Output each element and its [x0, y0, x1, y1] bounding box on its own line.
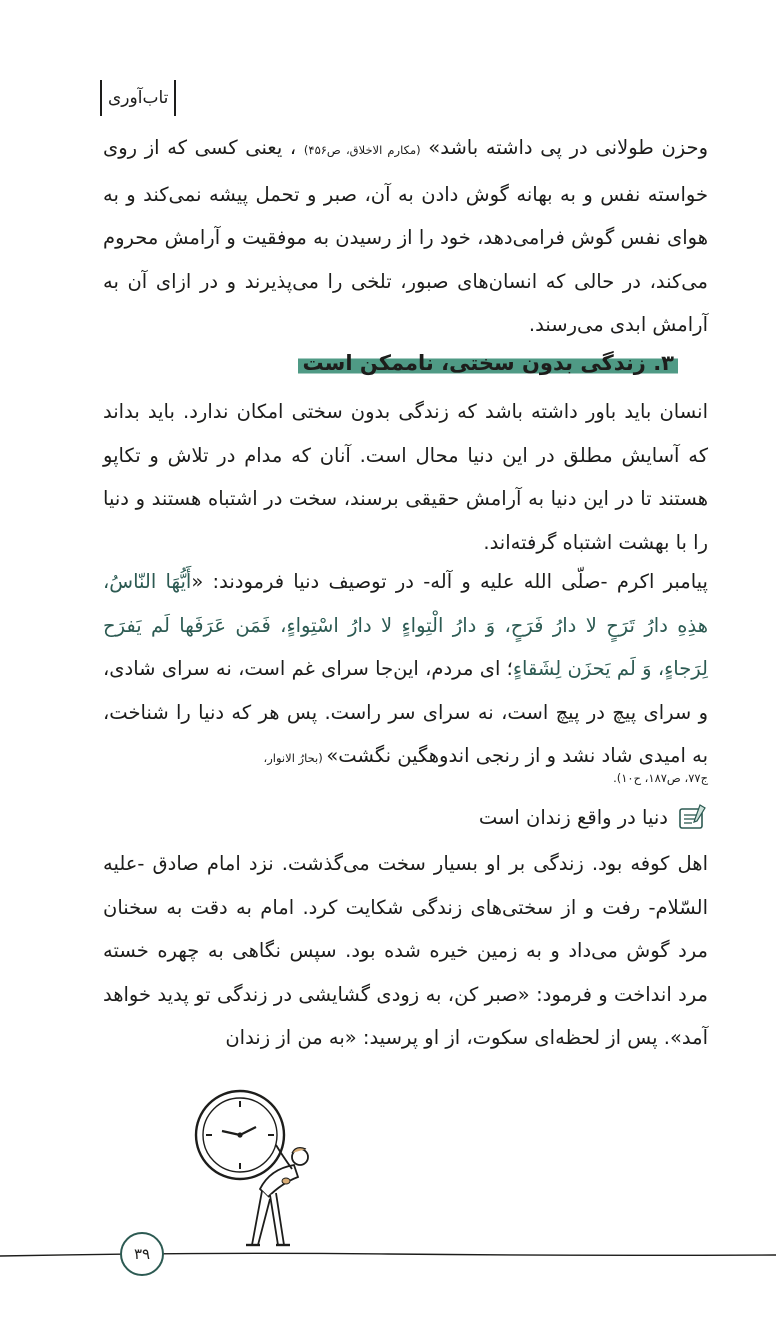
paragraph-hadith: [103, 560, 708, 781]
paragraph-text: ، یعنی کسی که از روی خواسته نفس و به بهانه گوش دادن به آن، صبر و تحمل پیشه نمی‌کند و به هوای نفس گوش فرامی‌دهد، خود را از رسیدن به موفقیت و آرامش محروم می‌کند، در حالی که انسان‌های صبور، تلخی را می‌پذیرند و در ازای آن به آرامش ابدی می‌رسند.: [103, 136, 708, 336]
hadith-translation: ؛ ای مردم، این‌جا سرای غم است، نه سرای شادی، و سرای پیچ در پیچ است، نه سرای سر راست. پس هر که دنیا را شناخت، به امیدی شاد نشد و از رنجی اندوهگین نگشت»: [103, 657, 708, 767]
man-carrying-clock-icon: [182, 1085, 332, 1270]
hadith-arabic: أَیُّهَا النّاسُ، هذِهِ دارُ تَرَحٍ لا دارُ فَرَحٍ، وَ دارُ الْتِواءٍ لا دارُ اسْتِواءٍ، فَمَن عَرَفَها لَم یَفرَح لِرَجاءٍ، وَ لَم یَحزَن لِشَقاءٍ: [103, 570, 708, 680]
citation: (مکارم الاخلاق، ص۴۵۶): [303, 143, 421, 157]
citation-continuation: ج۷۷، ص۱۸۷، ح۱۰).: [613, 771, 708, 785]
page-number: ۳۹: [120, 1232, 164, 1276]
story-heading: [479, 800, 708, 834]
quote-end: وحزن طولانی در پی داشته باشد»: [428, 136, 709, 159]
section-heading: ۳. زندگی بدون سختی، ناممکن است: [298, 348, 678, 378]
paragraph-story: اهل کوفه بود. زندگی بر او بسیار سخت می‌گذشت. نزد امام صادق -علیه السّلام- رفت و از سختی‌های زندگی شکایت کرد. امام به دقت به سخنان مرد گوش می‌داد و به زمین خیره شده بود. سپس نگاهی به چهره خسته مرد انداخت و فرمود: «صبر کن، به زودی گشایشی در زندگی تو پدید خواهد آمد». پس از لحظه‌ای سکوت، از او پرسید: «به من از زندان: [103, 852, 708, 1049]
paragraph-hardship: انسان باید باور داشته باشد که زندگی بدون سختی امکان ندارد. باید بداند که آسایش مطلق در این دنیا محال است. آنان که مدام در تلاش و تکاپو هستند تا در این دنیا به آرامش حقیقی برسند، سخت در اشتباه هستند و دنیا را با بهشت اشتباه گرفته‌اند.: [103, 400, 708, 554]
scroll-quill-icon: [676, 802, 708, 832]
ground-line: [0, 1250, 776, 1260]
running-header: تاب‌آوری: [100, 80, 176, 116]
story-title: دنیا در واقع زندان است: [478, 805, 668, 829]
paragraph-intro: [103, 126, 708, 347]
hadith-intro: پیامبر اکرم -صلّی الله علیه و آله- در توصیف دنیا فرمودند: «: [191, 570, 708, 593]
hadith-citation: (بحارُ الانوار،: [263, 751, 327, 765]
